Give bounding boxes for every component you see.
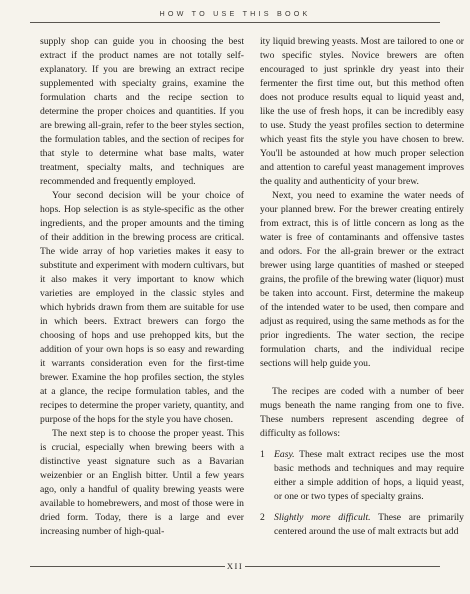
difficulty-item-1 [260, 448, 464, 504]
list-spacer [260, 441, 464, 448]
difficulty-text: These are primarily centered around the use of malt extracts but add [274, 512, 464, 537]
paragraph-spacer [260, 371, 464, 385]
difficulty-number: 1 [260, 449, 265, 460]
right-paragraph-3: The recipes are coded with a number of beer mugs beneath the name ranging from one to five. These numbers represent ascending degree of difficulty as follows: [260, 386, 464, 439]
right-paragraph-2: Next, you need to examine the water needs of your planned brew. For the brewer creating entirely from extract, this is of little concern as long as the water is free of contaminants and offensive tastes and odors. For the all-grain brewer or the extract brewer using large quantities of mashed or steeped grains, the profile of the brewing water (liquor) must be taken into account. First, determine the makeup of the intended water to be used, then compare and adjust as required, using the same methods as for the prior ingredients. The water section, the recipe formulation charts, and the individual recipe sections will help guide you. [260, 190, 464, 369]
left-paragraph-3: The next step is to choose the proper yeast. This is crucial, especially when brewing beers with a distinctive yeast signature such as a Bavarian weizenbier or an English bitter. Until a few years ago, only a handful of quality brewing yeasts were available to homebrewers, and most of those were in dried form. Today, there is a large and ever increasing number of high-qual- [40, 428, 244, 537]
difficulty-title: Slightly more difficult. [274, 512, 371, 523]
running-head: HOW TO USE THIS BOOK [159, 9, 311, 18]
left-column [40, 35, 244, 539]
left-paragraph-1: supply shop can guide you in choosing the best extract if the product names are not totally self-explanatory. If you are brewing an extract recipe supplemented with specialty grains, examine the formulation charts and the recipe section to determine the proper choices and quantities. If you are brewing all-grain, refer to the beer styles section, the formulation tables, and the section of recipes for that style to determine what base malts, water treatment, specialty malts, and techniques are recommended and frequently employed. [40, 36, 244, 187]
difficulty-number: 2 [260, 512, 265, 523]
right-column [260, 35, 464, 539]
difficulty-text: These malt extract recipes use the most basic methods and techniques and may require either a simple addition of hops, a liquid yeast, or one or two types of specialty grains. [274, 449, 464, 502]
right-paragraph-1: ity liquid brewing yeasts. Most are tailored to one or two specific styles. Novice brewers are often encouraged to just sprinkle dry yeast into their fermenter the first time out, but this method often does not produce results equal to liquid yeast and, like the use of fresh hops, it can be incredibly easy to use. Study the yeast profiles section to determine which yeast fits the style you have chosen to brew. You'll be astounded at how much proper selection and attention to careful yeast management improves the quality and authenticity of your brew. [260, 36, 464, 187]
header-rule [30, 22, 440, 23]
left-paragraph-2: Your second decision will be your choice of hops. Hop selection is as style-specific as the other ingredients, and the proper amounts and the timing of their addition in the brewing process are critical. The wide array of hop varieties makes it easy to substitute and experiment with modern cultivars, but it also makes it very important to know which varieties are employed in the classic styles and which hybrids drawn from them are suitable for use in which beers. Extract brewers can forgo the choosing of hops and use prehopped kits, but the addition of your own hops is so easy and rewarding it warrants consideration even for the first-time brewer. Examine the hop profiles section, the styles at a glance, the recipe formulation tables, and the recipes to determine the proper variety, quantity, and purpose of the hops for the style you have chosen. [40, 190, 244, 425]
page-number: XII [226, 561, 244, 571]
difficulty-title: Easy. [274, 449, 295, 460]
difficulty-item-2 [260, 511, 464, 539]
difficulty-list [260, 448, 464, 539]
